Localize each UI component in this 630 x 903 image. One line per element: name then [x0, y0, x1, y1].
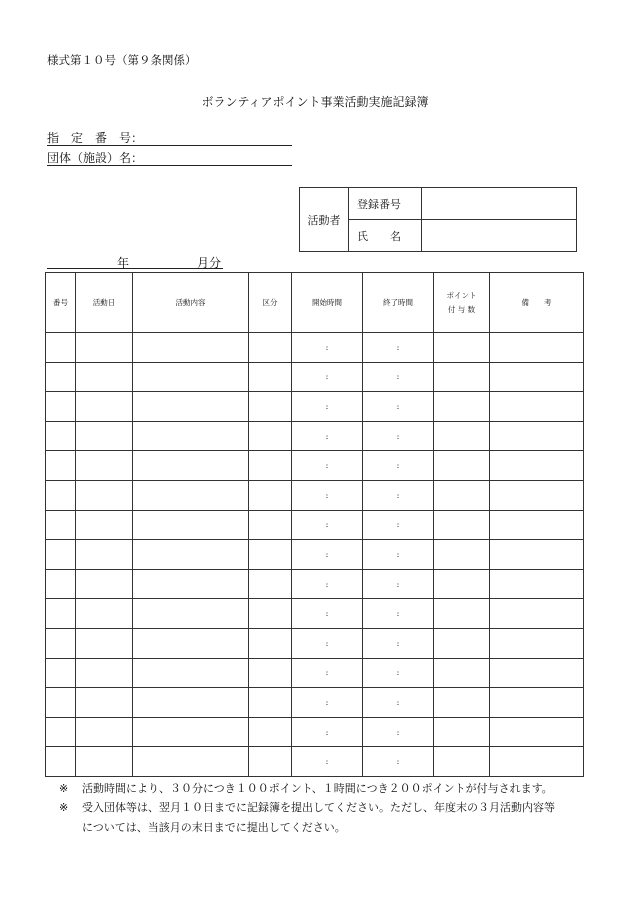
note-mark: ※ [59, 801, 69, 814]
header-activity-content: 活動内容 [133, 273, 249, 333]
cell-start-time[interactable]: : [292, 540, 363, 570]
cell-end-time[interactable]: : [363, 599, 434, 629]
cell-points-awarded[interactable] [434, 599, 490, 629]
cell-activity-content[interactable] [133, 688, 249, 718]
cell-number[interactable] [46, 510, 76, 540]
cell-end-time[interactable]: : [363, 510, 434, 540]
table-row [46, 569, 584, 599]
cell-activity-date[interactable] [76, 510, 133, 540]
cell-category[interactable] [249, 569, 292, 599]
activity-record-table [45, 272, 584, 777]
cell-activity-date[interactable] [76, 628, 133, 658]
cell-start-time[interactable]: : [292, 688, 363, 718]
cell-number[interactable] [46, 362, 76, 392]
cell-activity-content[interactable] [133, 451, 249, 481]
cell-activity-content[interactable] [133, 569, 249, 599]
cell-activity-date[interactable] [76, 540, 133, 570]
cell-end-time[interactable]: : [363, 392, 434, 422]
cell-end-time[interactable]: : [363, 362, 434, 392]
cell-start-time[interactable]: : [292, 392, 363, 422]
cell-activity-date[interactable] [76, 569, 133, 599]
cell-activity-date[interactable] [76, 392, 133, 422]
cell-remarks[interactable] [490, 540, 584, 570]
cell-start-time[interactable]: : [292, 421, 363, 451]
cell-points-awarded[interactable] [434, 362, 490, 392]
table-row [46, 628, 584, 658]
month-label: 月分 [197, 256, 222, 270]
period-field[interactable] [47, 254, 223, 269]
cell-points-awarded[interactable] [434, 540, 490, 570]
year-label: 年 [117, 256, 130, 270]
cell-remarks[interactable] [490, 569, 584, 599]
cell-start-time[interactable]: : [292, 599, 363, 629]
header-remarks: 備 考 [490, 273, 584, 333]
designation-number-label: 指 定 番 号： [47, 131, 144, 145]
cell-start-time[interactable]: : [292, 747, 363, 777]
cell-activity-date[interactable] [76, 451, 133, 481]
cell-start-time[interactable]: : [292, 717, 363, 747]
table-row [46, 599, 584, 629]
cell-category[interactable] [249, 688, 292, 718]
cell-number[interactable] [46, 333, 76, 363]
cell-category[interactable] [249, 333, 292, 363]
designation-number-field[interactable] [47, 129, 292, 146]
note-submission-deadline [59, 799, 555, 815]
cell-remarks[interactable] [490, 451, 584, 481]
header-end-time: 終了時間 [363, 273, 434, 333]
cell-remarks[interactable] [490, 628, 584, 658]
table-row [46, 510, 584, 540]
volunteer-role-label: 活動者 [300, 188, 349, 252]
cell-activity-content[interactable] [133, 540, 249, 570]
cell-start-time[interactable]: : [292, 628, 363, 658]
cell-start-time[interactable]: : [292, 333, 363, 363]
cell-activity-date[interactable] [76, 333, 133, 363]
cell-points-awarded[interactable] [434, 333, 490, 363]
cell-remarks[interactable] [490, 599, 584, 629]
volunteer-name-label: 氏 名 [349, 220, 422, 252]
cell-start-time[interactable]: : [292, 362, 363, 392]
cell-number[interactable] [46, 628, 76, 658]
header-points-line1: ポイント [446, 290, 477, 300]
table-row [46, 747, 584, 777]
table-row [46, 717, 584, 747]
cell-number[interactable] [46, 599, 76, 629]
cell-activity-content[interactable] [133, 628, 249, 658]
cell-activity-content[interactable] [133, 658, 249, 688]
cell-points-awarded[interactable] [434, 628, 490, 658]
cell-number[interactable] [46, 540, 76, 570]
cell-end-time[interactable]: : [363, 747, 434, 777]
table-row [46, 658, 584, 688]
cell-remarks[interactable] [490, 688, 584, 718]
cell-number[interactable] [46, 688, 76, 718]
cell-number[interactable] [46, 569, 76, 599]
cell-category[interactable] [249, 658, 292, 688]
cell-end-time[interactable]: : [363, 451, 434, 481]
cell-remarks[interactable] [490, 510, 584, 540]
cell-remarks[interactable] [490, 421, 584, 451]
cell-remarks[interactable] [490, 362, 584, 392]
cell-points-awarded[interactable] [434, 480, 490, 510]
header-activity-date: 活動日 [76, 273, 133, 333]
cell-remarks[interactable] [490, 480, 584, 510]
cell-category[interactable] [249, 392, 292, 422]
volunteer-name-value[interactable] [422, 220, 577, 252]
cell-activity-content[interactable] [133, 421, 249, 451]
cell-remarks[interactable] [490, 717, 584, 747]
cell-activity-date[interactable] [76, 658, 133, 688]
cell-category[interactable] [249, 421, 292, 451]
document-title: ボランティアポイント事業活動実施記録簿 [201, 95, 429, 109]
cell-points-awarded[interactable] [434, 688, 490, 718]
cell-number[interactable] [46, 451, 76, 481]
volunteer-info-box [299, 187, 577, 252]
cell-activity-date[interactable] [76, 688, 133, 718]
organization-name-label: 団体（施設）名： [47, 151, 144, 165]
cell-number[interactable] [46, 421, 76, 451]
cell-end-time[interactable]: : [363, 540, 434, 570]
cell-points-awarded[interactable] [434, 747, 490, 777]
cell-start-time[interactable]: : [292, 510, 363, 540]
table-row [46, 480, 584, 510]
cell-points-awarded[interactable] [434, 569, 490, 599]
cell-category[interactable] [249, 480, 292, 510]
cell-start-time[interactable]: : [292, 658, 363, 688]
note-point-rule [59, 780, 553, 796]
cell-end-time[interactable]: : [363, 717, 434, 747]
cell-start-time[interactable]: : [292, 451, 363, 481]
cell-end-time[interactable]: : [363, 628, 434, 658]
cell-number[interactable] [46, 747, 76, 777]
table-row [46, 392, 584, 422]
cell-number[interactable] [46, 480, 76, 510]
header-points-line2: 付 与 数 [447, 304, 476, 314]
cell-category[interactable] [249, 362, 292, 392]
cell-category[interactable] [249, 628, 292, 658]
cell-activity-content[interactable] [133, 333, 249, 363]
table-row [46, 362, 584, 392]
cell-activity-content[interactable] [133, 510, 249, 540]
cell-activity-content[interactable] [133, 717, 249, 747]
cell-activity-date[interactable] [76, 717, 133, 747]
header-points-awarded [434, 273, 490, 333]
cell-activity-content[interactable] [133, 599, 249, 629]
table-row [46, 451, 584, 481]
cell-activity-date[interactable] [76, 480, 133, 510]
cell-category[interactable] [249, 510, 292, 540]
table-row [46, 688, 584, 718]
table-row [46, 421, 584, 451]
registration-number-value[interactable] [422, 188, 577, 220]
cell-end-time[interactable]: : [363, 569, 434, 599]
note-mark: ※ [59, 782, 69, 795]
cell-end-time[interactable]: : [363, 658, 434, 688]
cell-activity-date[interactable] [76, 599, 133, 629]
cell-number[interactable] [46, 717, 76, 747]
registration-number-label: 登録番号 [349, 188, 422, 220]
table-row [46, 333, 584, 363]
cell-number[interactable] [46, 392, 76, 422]
cell-points-awarded[interactable] [434, 510, 490, 540]
cell-remarks[interactable] [490, 333, 584, 363]
cell-remarks[interactable] [490, 658, 584, 688]
cell-start-time[interactable]: : [292, 480, 363, 510]
cell-points-awarded[interactable] [434, 451, 490, 481]
cell-end-time[interactable]: : [363, 421, 434, 451]
cell-number[interactable] [46, 658, 76, 688]
cell-category[interactable] [249, 717, 292, 747]
cell-activity-content[interactable] [133, 747, 249, 777]
cell-end-time[interactable]: : [363, 688, 434, 718]
cell-remarks[interactable] [490, 392, 584, 422]
form-number: 様式第１０号（第９条関係） [47, 53, 197, 67]
cell-points-awarded[interactable] [434, 421, 490, 451]
cell-activity-date[interactable] [76, 362, 133, 392]
table-row [46, 540, 584, 570]
cell-points-awarded[interactable] [434, 658, 490, 688]
cell-activity-content[interactable] [133, 392, 249, 422]
cell-category[interactable] [249, 747, 292, 777]
note-submission-continuation: については、当該月の末日までに提出してください。 [82, 821, 346, 834]
header-start-time: 開始時間 [292, 273, 363, 333]
cell-end-time[interactable]: : [363, 333, 434, 363]
header-category: 区分 [249, 273, 292, 333]
cell-activity-date[interactable] [76, 421, 133, 451]
header-number: 番号 [46, 273, 76, 333]
organization-name-field[interactable] [47, 149, 292, 166]
table-header-row [46, 273, 584, 333]
note-submission-text: 受入団体等は、翌月１０日までに記録簿を提出してください。ただし、年度末の３月活動内容等 [82, 801, 555, 814]
cell-activity-content[interactable] [133, 480, 249, 510]
cell-remarks[interactable] [490, 747, 584, 777]
cell-end-time[interactable]: : [363, 480, 434, 510]
cell-points-awarded[interactable] [434, 717, 490, 747]
cell-points-awarded[interactable] [434, 392, 490, 422]
cell-activity-content[interactable] [133, 362, 249, 392]
note-point-rule-text: 活動時間により、３０分につき１００ポイント、１時間につき２００ポイントが付与されます。 [82, 782, 553, 795]
cell-category[interactable] [249, 599, 292, 629]
cell-category[interactable] [249, 451, 292, 481]
cell-activity-date[interactable] [76, 747, 133, 777]
cell-start-time[interactable]: : [292, 569, 363, 599]
cell-category[interactable] [249, 540, 292, 570]
